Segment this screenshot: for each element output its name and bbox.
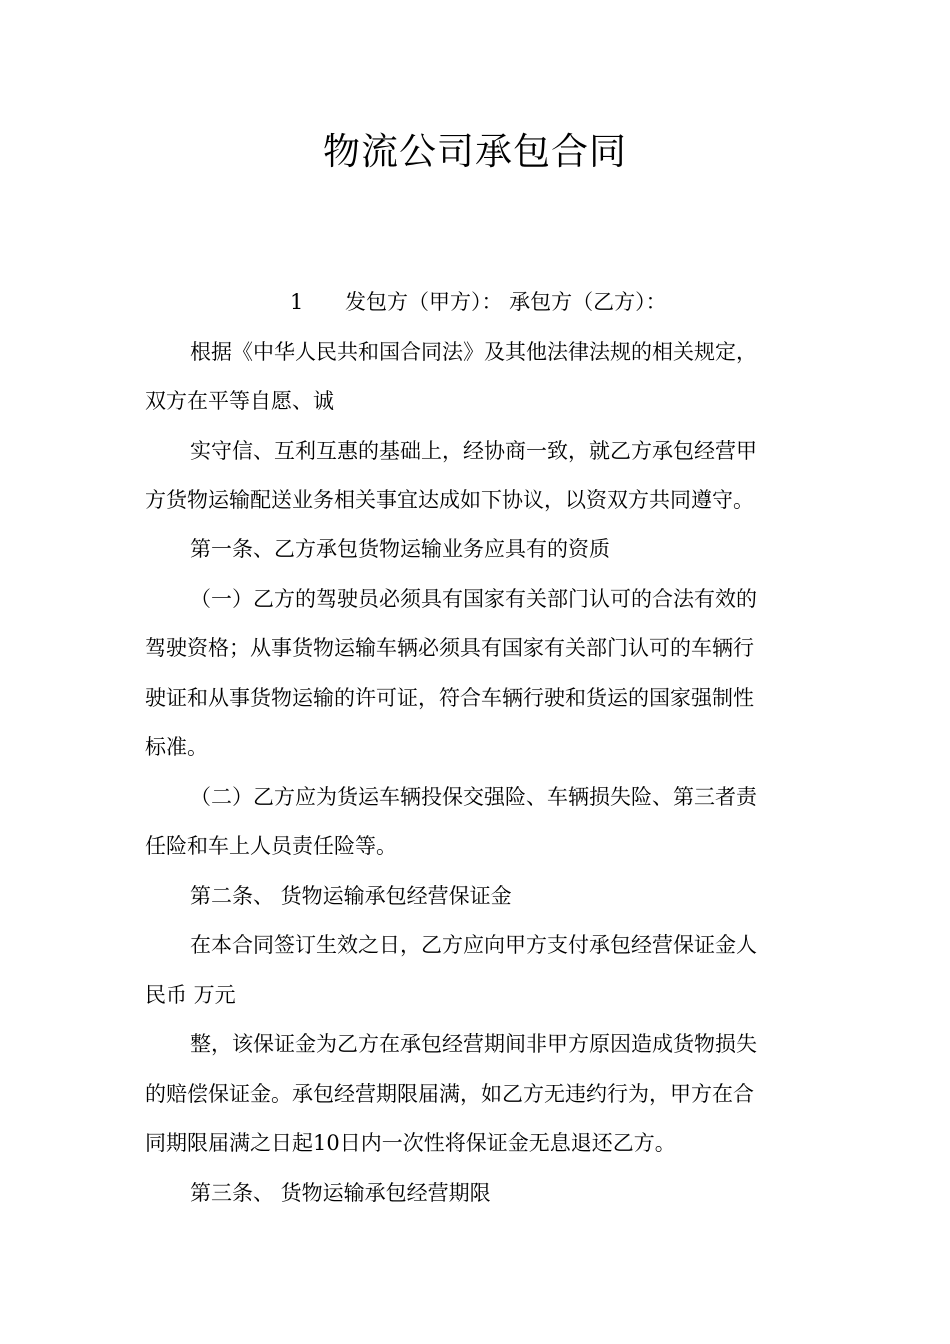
paragraph-line: 驾驶资格；从事货物运输车辆必须具有国家有关部门认可的车辆行	[145, 636, 754, 660]
paragraph-line: 实守信、互利互惠的基础上，经协商一致，就乙方承包经营甲	[190, 439, 757, 463]
paragraph-line: （二）乙方应为货运车辆投保交强险、车辆损失险、第三者责	[190, 785, 757, 809]
party-line-number: 1	[290, 290, 304, 314]
paragraph-line: 的赔偿保证金。承包经营期限届满，如乙方无违约行为，甲方在合	[145, 1082, 754, 1106]
article-heading: 第一条、乙方承包货物运输业务应具有的资质	[190, 537, 610, 561]
paragraph-line: 民币 万元	[145, 983, 236, 1007]
paragraph-line: 方货物运输配送业务相关事宜达成如下协议，以资双方共同遵守。	[145, 488, 754, 512]
article-heading: 第三条、 货物运输承包经营期限	[190, 1181, 491, 1205]
document-title: 物流公司承包合同	[323, 130, 627, 173]
paragraph-line: 整，该保证金为乙方在承包经营期间非甲方原因造成货物损失	[190, 1032, 757, 1056]
paragraph-line: 驶证和从事货物运输的许可证，符合车辆行驶和货运的国家强制性	[145, 686, 754, 710]
paragraph-line: 任险和车上人员责任险等。	[145, 834, 397, 858]
party-line-text: 发包方（甲方）： 承包方（乙方）：	[345, 290, 667, 314]
paragraph-line: 标准。	[145, 735, 208, 759]
paragraph-line: 同期限届满之日起10日内一次性将保证金无息退还乙方。	[145, 1131, 676, 1155]
paragraph-line: （一）乙方的驾驶员必须具有国家有关部门认可的合法有效的	[190, 587, 757, 611]
paragraph-line: 根据《中华人民共和国合同法》及其他法律法规的相关规定，	[190, 340, 757, 364]
article-heading: 第二条、 货物运输承包经营保证金	[190, 884, 512, 908]
paragraph-line: 双方在平等自愿、诚	[145, 389, 334, 413]
paragraph-line: 在本合同签订生效之日，乙方应向甲方支付承包经营保证金人	[190, 933, 757, 957]
